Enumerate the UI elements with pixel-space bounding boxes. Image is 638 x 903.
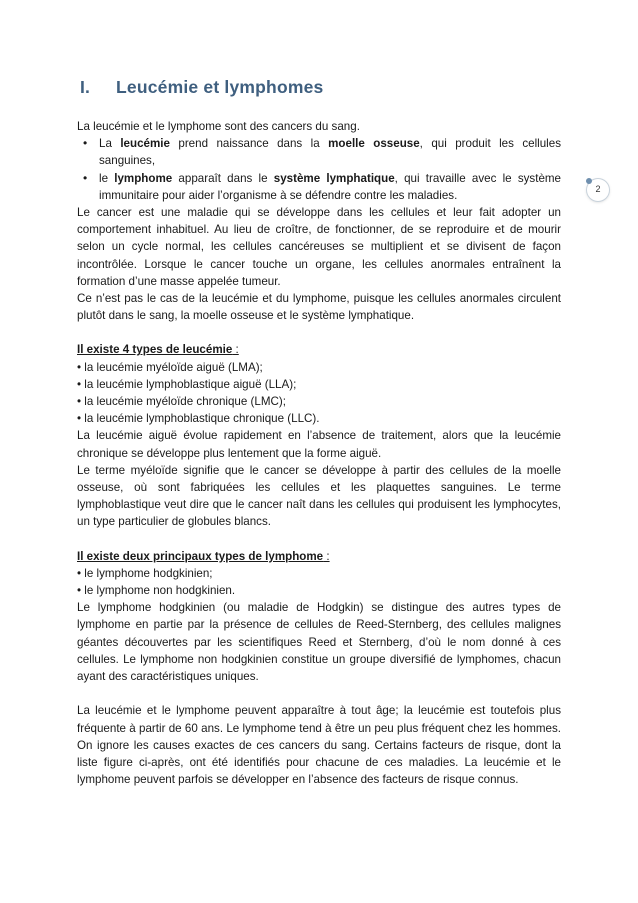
list-item: • le lymphome non hodgkinien. xyxy=(77,584,236,598)
section-heading xyxy=(80,77,323,98)
bullet-leucemie: • La leucémie prend naissance dans la moelle osseuse, qui produit les cellules sanguines, xyxy=(77,135,561,169)
intro-paragraph: La leucémie et le lymphome sont des cancers du sang. xyxy=(77,120,360,133)
page-number: 2 xyxy=(595,184,601,194)
acute-chronic-paragraph: La leucémie aiguë évolue rapidement en l’absence de traitement, alors que la leucémie chronique se développe plus lentement que la forme aiguë. xyxy=(77,429,561,460)
list-item: • la leucémie myéloïde chronique (LMC); xyxy=(77,395,286,409)
circulation-paragraph: Ce n’est pas le cas de la leucémie et du lymphome, puisque les cellules anormales circulent plutôt dans le sang, la moelle osseuse et le système lymphatique. xyxy=(77,292,561,323)
list-item: • le lymphome hodgkinien; xyxy=(77,566,213,580)
leukemia-types-list xyxy=(77,359,561,428)
list-item: • la leucémie lymphoblastique aiguë (LLA); xyxy=(77,377,297,391)
section-title: Leucémie et lymphomes xyxy=(116,77,324,97)
document-body xyxy=(77,118,561,788)
list-item: • la leucémie myéloïde aiguë (LMA); xyxy=(77,360,263,374)
page-number-badge xyxy=(587,179,609,201)
list-item: • la leucémie lymphoblastique chronique (LLC). xyxy=(77,412,320,426)
cancer-paragraph: Le cancer est une maladie qui se développe dans les cellules et leur fait adopter un comportement inhabituel. Au lieu de croître, de fonctionner, de se reproduire et de mourir selon un cycle normal, les cellules cancéreuses se multiplient et se divisent de façon incontrôlée. Lorsque le cancer touche un organe, les cellules anormales entraînent la formation d’une masse appelée tumeur. xyxy=(77,206,561,288)
leukemia-types-heading: Il existe 4 types de leucémie : xyxy=(77,343,239,357)
lymphoma-types-heading: Il existe deux principaux types de lymphome : xyxy=(77,549,330,563)
disease-bullet-list xyxy=(77,135,561,204)
lymphoma-types-list xyxy=(77,565,561,599)
risk-paragraph: La leucémie et le lymphome peuvent apparaître à tout âge; la leucémie est toutefois plus fréquente à partir de 60 ans. Le lymphome tend à être un peu plus fréquent chez les hommes. On ignore les causes exactes de ces cancers du sang. Certains facteurs de risque, dont la liste figure ci-après, ont été identifiés pour chacune de ces maladies. La leucémie et le lymphome peuvent parfois se développer en l’absence des facteurs de risque connus. xyxy=(77,704,561,787)
bullet-lymphome: • le lymphome apparaît dans le système lymphatique, qui travaille avec le système immunitaire pour aider l’organisme à se défendre contre les maladies. xyxy=(77,170,561,204)
hodgkin-paragraph: Le lymphome hodgkinien (ou maladie de Hodgkin) se distingue des autres types de lymphome en partie par la présence de cellules de Reed-Sternberg, des cellules malignes géantes découvertes par les scientifiques Reed et Sternberg, d’où le nom donné à ces cellules. Le lymphome non hodgkinien constitue un groupe diversifié de lymphomes, chacun ayant des caractéristiques uniques. xyxy=(77,601,561,684)
section-number: I. xyxy=(80,77,91,97)
terms-paragraph: Le terme myéloïde signifie que le cancer se développe à partir des cellules de la moelle osseuse, où sont fabriquées les cellules et les plaquettes sanguines. Le terme lymphoblastique veut dire que le cancer naît dans les cellules qui produisent les lymphocytes, un type particulier de globules blancs. xyxy=(77,463,561,529)
